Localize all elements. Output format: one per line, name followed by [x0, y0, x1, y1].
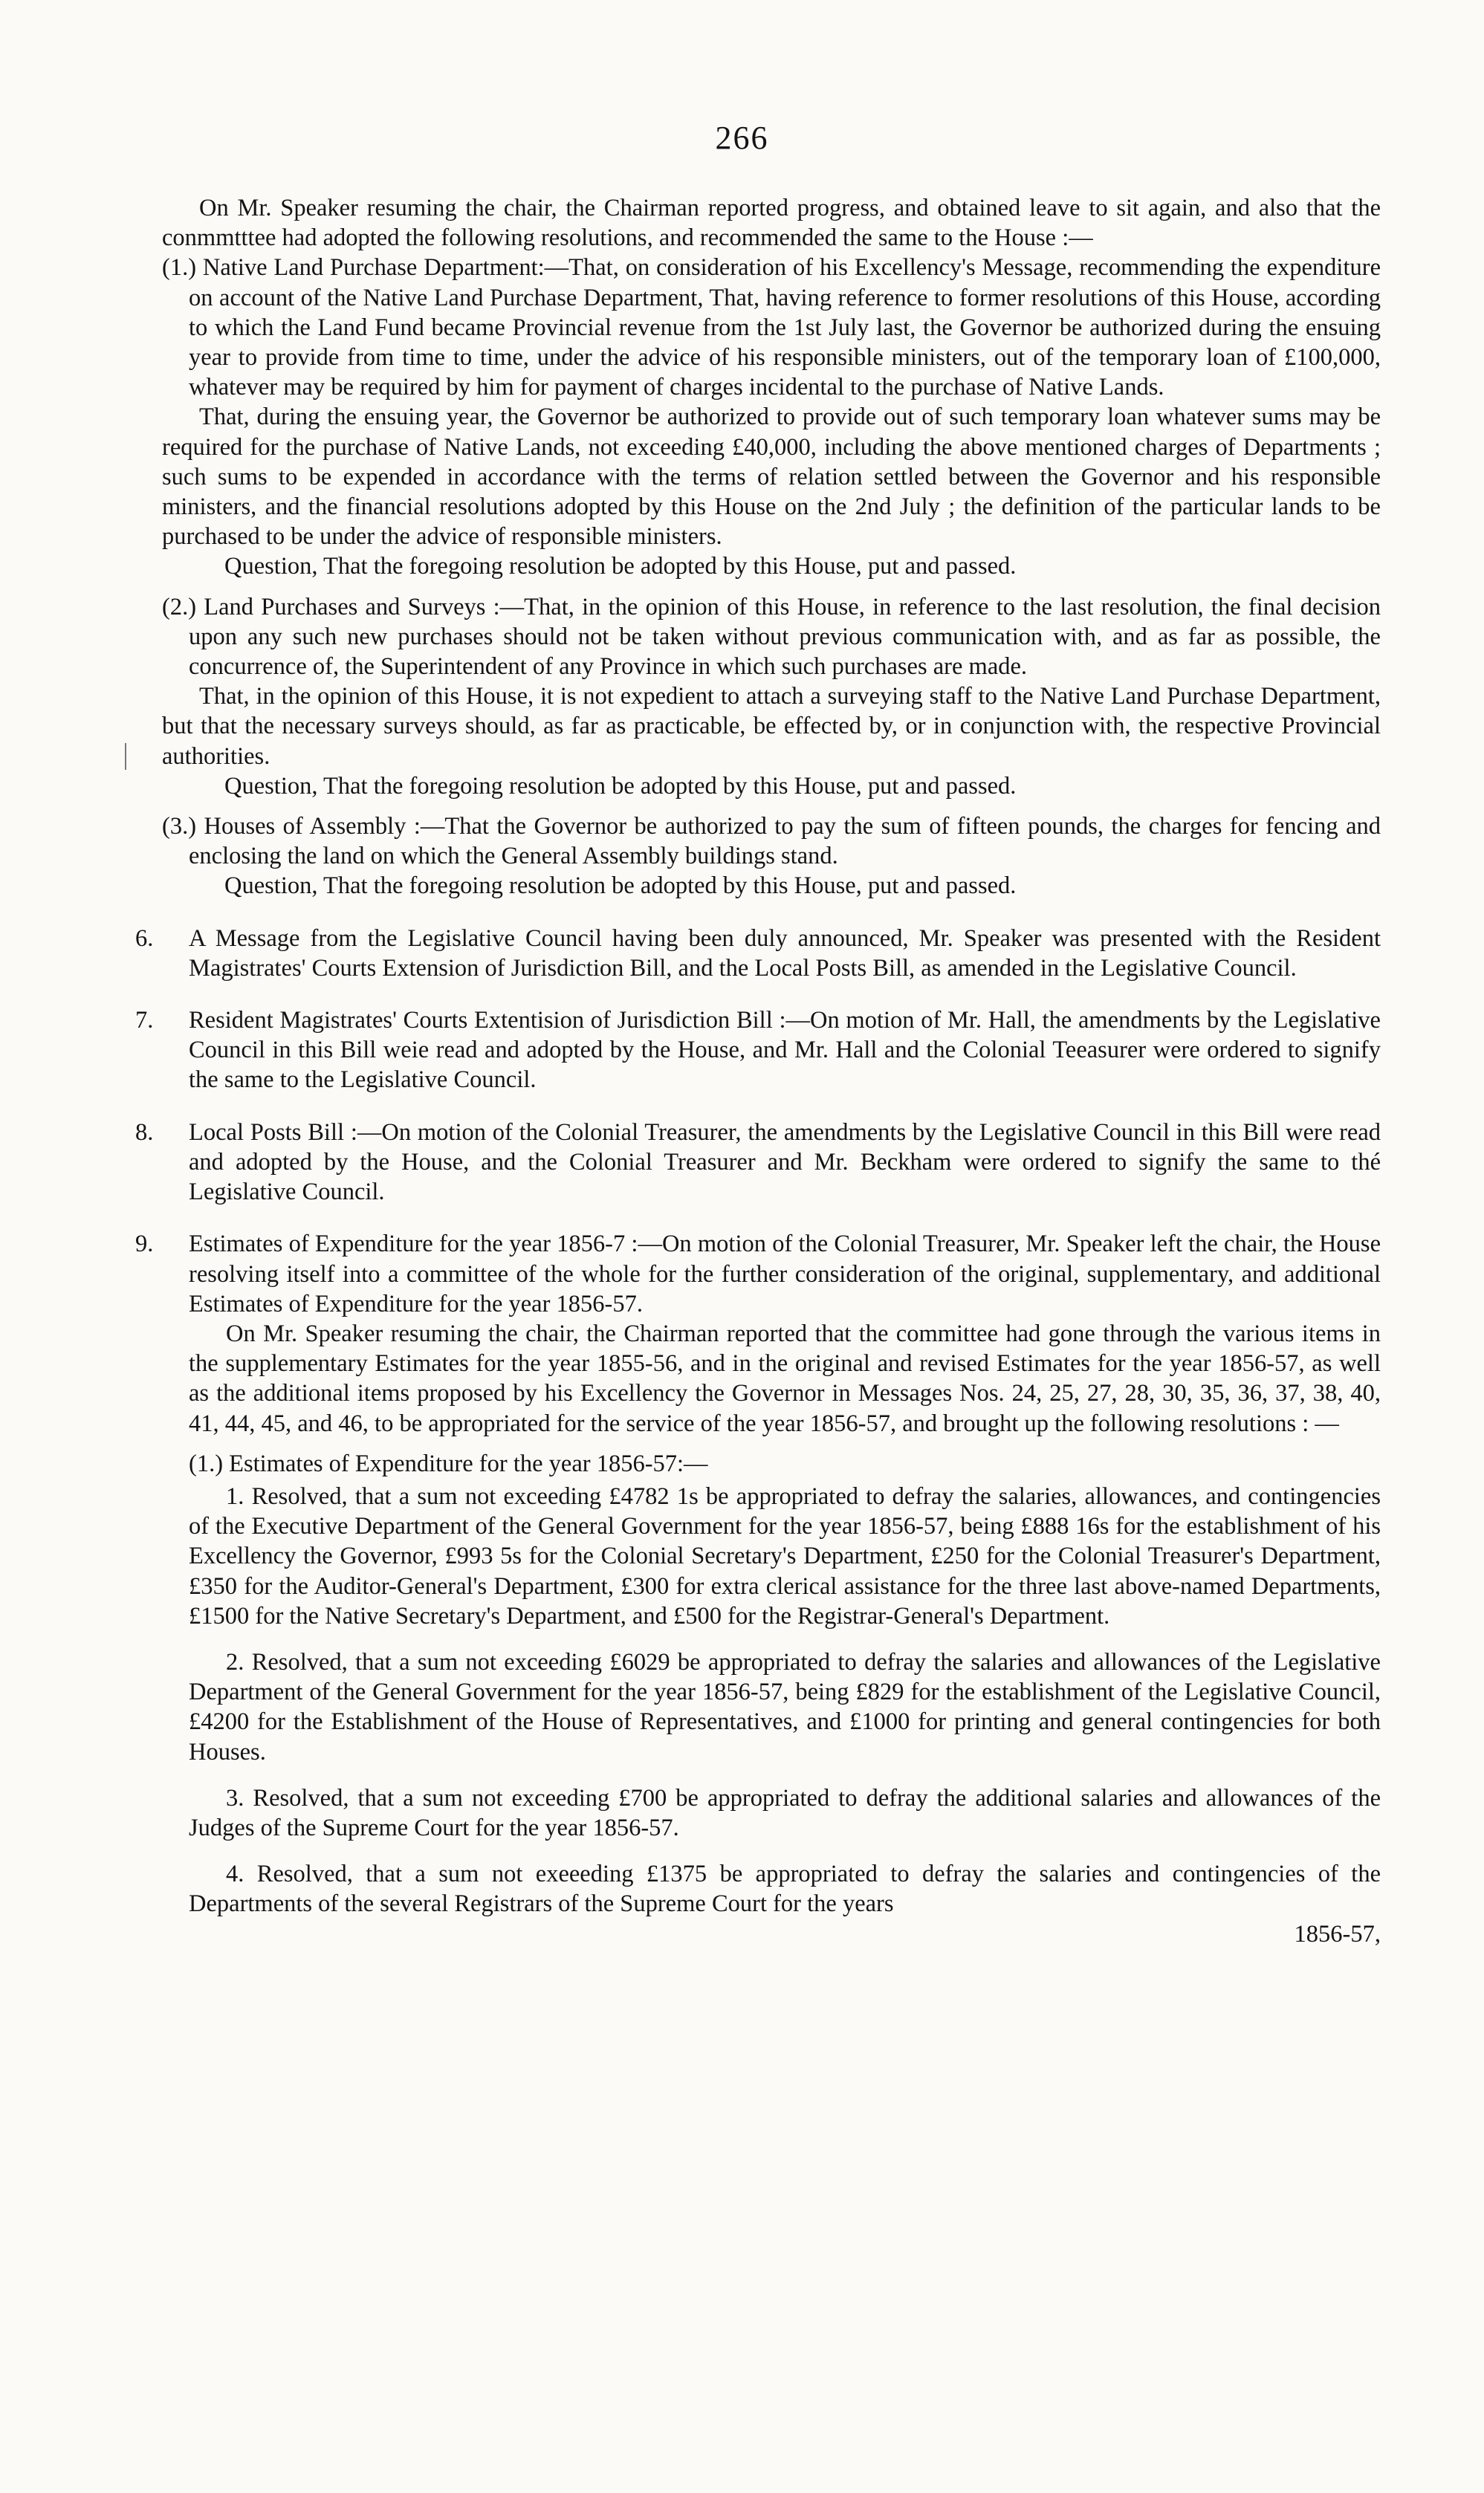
resolution-1-heading: (1.) Native Land Purchase Department:—That, on consideration of his Excellency's Message, recommending the expenditure on account of the Native Land Purchase Department, That, having reference to former resolutions of this House, according to which the Land Fund became Provincial revenue from the 1st July last, the Governor be authorized during the ensuing year to provide from time to time, under the advice of his responsible ministers, out of the temporary loan of £100,000, whatever may be required by him for payment of charges incidental to the purchase of Native Lands.: [162, 254, 1381, 401]
item-text: Local Posts Bill :—On motion of the Colonial Treasurer, the amendments by the Legislative Council in this Bill were read and adopted by the House, and the Colonial Treasurer and Mr. Beckham were ordered to signify the same to thé Legislative Council.: [189, 1118, 1381, 1206]
resolution-2-question: Question, That the foregoing resolution be adopted by this House, put and passed.: [224, 772, 1017, 800]
intro-paragraph: On Mr. Speaker resuming the chair, the Chairman reported progress, and obtained leave to sit again, and also that the conmmtttee had adopted the following resolutions, and recommended the same to the House :—: [162, 195, 1381, 252]
item-8: [135, 1118, 1381, 1207]
resolved-1: 1. Resolved, that a sum not exceeding £4782 1s be appropriated to defray the salaries, allowances, and contingencies of the Executive Department of the General Government for the year 1856-57, being £888 16s for the establishment of his Excellency the Governor, £993 5s for the Colonial Secretary's Department, £250 for the Colonial Treasurer's Department, £350 for the Auditor-General's Department, £300 for extra clerical assistance for the three last above-named Departments, £1500 for the Native Secretary's Department, and £500 for the Registrar-General's Department.: [189, 1482, 1381, 1630]
item-7: [135, 1005, 1381, 1095]
resolution-2-paragraph: That, in the opinion of this House, it is not expedient to attach a surveying staff to the Native Land Purchase Department, but that the necessary surveys should, as far as practicable, be effected by, or in conjunction with, the respective Provincial authorities.: [162, 683, 1381, 770]
item-6: [135, 924, 1381, 983]
item-number: 7.: [135, 1007, 154, 1034]
margin-mark: [125, 743, 126, 770]
item-number: 8.: [135, 1118, 154, 1146]
resolution-2-heading: (2.) Land Purchases and Surveys :—That, in the opinion of this House, in reference to the last resolution, the final decision upon any such new purchases should not be taken without previous communication with, and as far as possible, the concurrence of, the Superintendent of any Province in which such purchases are made.: [162, 593, 1381, 681]
document-body: [135, 193, 1381, 1949]
item-number: 6.: [135, 924, 154, 952]
estimates-subheading: (1.) Estimates of Expenditure for the year 1856-57:—: [189, 1450, 708, 1477]
resolved-4: 4. Resolved, that a sum not exeeeding £1375 be appropriated to defray the salaries and contingencies of the Departments of the several Registrars of the Supreme Court for the years: [189, 1861, 1381, 1918]
resolution-3-question: Question, That the foregoing resolution be adopted by this House, put and passed.: [224, 872, 1017, 900]
item-text: A Message from the Legislative Council having been duly announced, Mr. Speaker was presented with the Resident Magistrates' Courts Extension of Jurisdiction Bill, and the Local Posts Bill, as amended in the Legislative Council.: [189, 924, 1381, 982]
resolution-1-question: Question, That the foregoing resolution be adopted by this House, put and passed.: [224, 553, 1017, 580]
item-text: Estimates of Expenditure for the year 1856-7 :—On motion of the Colonial Treasurer, Mr. Speaker left the chair, the House resolving itself into a committee of the whole for the further consideration of the original, supplementary, and additional Estimates of Expenditure for the year 1856-57.: [189, 1231, 1381, 1317]
resolution-1-paragraph: That, during the ensuing year, the Governor be authorized to provide out of such temporary loan whatever sums may be required for the purchase of Native Lands, not exceeding £40,000, including the above mentioned charges of Departments ; such sums to be expended in accordance with the terms of relation settled between the Governor and his responsible ministers, and the financial resolutions adopted by this House on the 2nd July ; the definition of the particular lands to be purchased to be under the advice of responsible ministers.: [162, 403, 1381, 551]
resolved-2: 2. Resolved, that a sum not exceeding £6029 be appropriated to defray the salaries and allowances of the Legislative Department of the General Government for the year 1856-57, being £829 for the establishment of the Legislative Council, £4200 for the Establishment of the House of Representatives, and £1000 for printing and general contingencies for both Houses.: [189, 1648, 1381, 1766]
item-text: Resident Magistrates' Courts Extentision of Jurisdiction Bill :—On motion of Mr. Hall, the amendments by the Legislative Council in this Bill weie read and adopted by the House, and Mr. Hall and the Colonial Teeasurer were ordered to signify the same to the Legislative Council.: [189, 1007, 1381, 1094]
catchword: 1856-57,: [1294, 1920, 1381, 1948]
resolution-3-heading: (3.) Houses of Assembly :—That the Governor be authorized to pay the sum of fifteen pounds, the charges for fencing and enclosing the land on which the General Assembly buildings stand.: [162, 813, 1381, 870]
item-9: [135, 1229, 1381, 1948]
chairman-report: On Mr. Speaker resuming the chair, the Chairman reported that the committee had gone through the various items in the supplementary Estimates for the year 1855-56, and in the original and revised Estimates for the year 1856-57, as well as the additional items proposed by his Excellency the Governor in Messages Nos. 24, 25, 27, 28, 30, 35, 36, 37, 38, 40, 41, 44, 45, and 46, to be appropriated for the service of the year 1856-57, and brought up the following resolutions : —: [189, 1320, 1381, 1437]
item-number: 9.: [135, 1231, 154, 1258]
page-number: 266: [715, 120, 769, 156]
resolved-3: 3. Resolved, that a sum not exceeding £700 be appropriated to defray the additional salaries and allowances of the Judges of the Supreme Court for the year 1856-57.: [189, 1784, 1381, 1841]
